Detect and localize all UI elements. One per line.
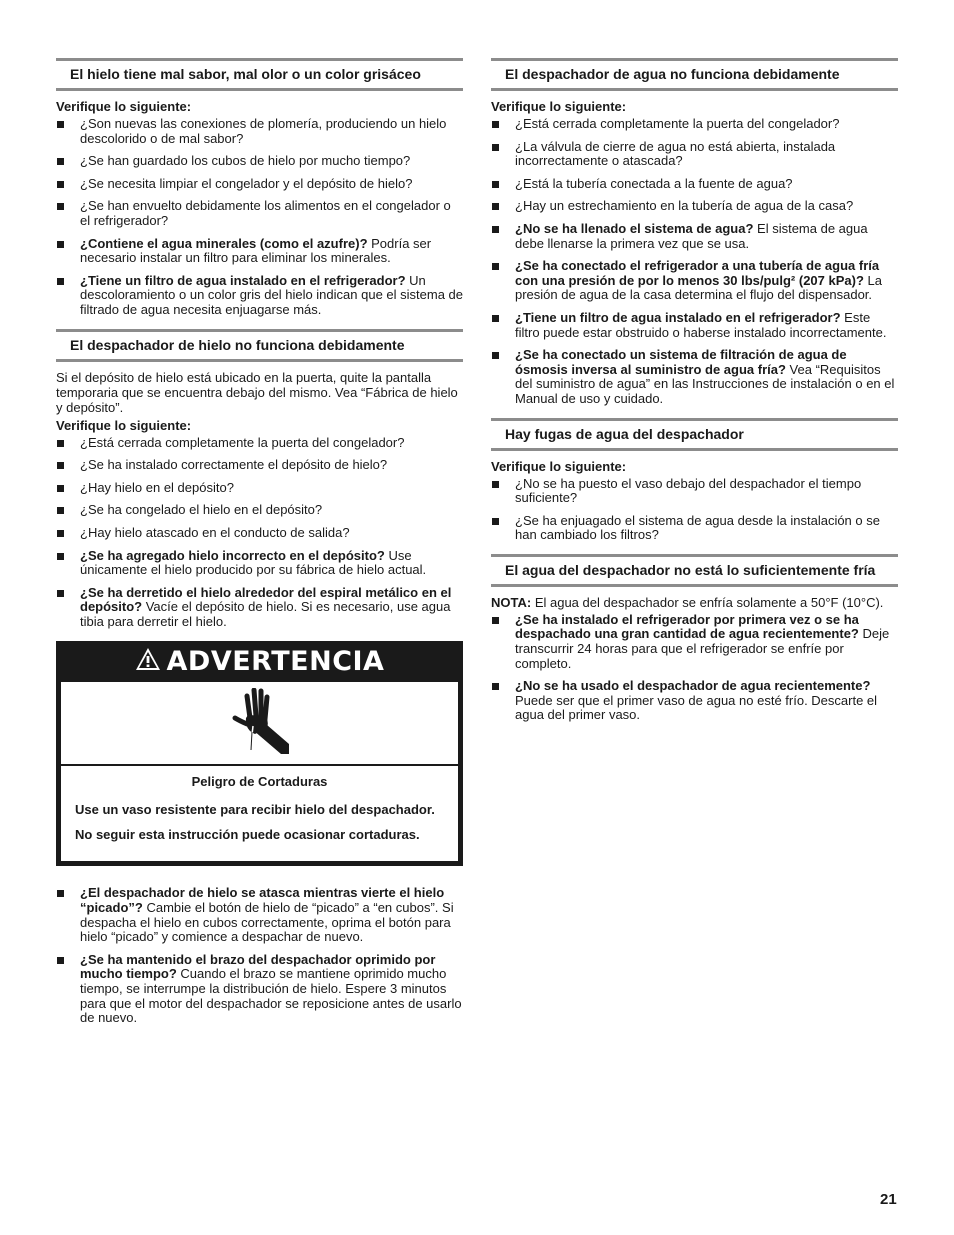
square-bullet-icon bbox=[492, 181, 499, 188]
checklist bbox=[56, 436, 463, 630]
square-bullet-icon bbox=[492, 683, 499, 690]
list-item bbox=[491, 140, 898, 169]
item-question: ¿Se ha derretido el hielo alrededor del espiral metálico en el depósito? bbox=[80, 584, 452, 615]
item-question: ¿Se ha mantenido el brazo del despachador oprimido por mucho tiempo? bbox=[80, 951, 436, 982]
section-title: El despachador de agua no funciona debidamente bbox=[491, 58, 898, 91]
note-text: El agua del despachador se enfría solamente a 50°F (10°C). bbox=[531, 594, 884, 610]
list-item bbox=[56, 458, 463, 473]
item-text: ¿Se ha congelado el hielo en el depósito? bbox=[80, 502, 323, 518]
warning-box bbox=[56, 641, 463, 866]
item-text: Puede ser que el primer vaso de agua no esté frío. Descarte el agua del primer vaso. bbox=[515, 692, 878, 723]
list-item bbox=[491, 679, 898, 723]
item-question: ¿Se ha conectado el refrigerador a una tubería de agua fría con una presión de por lo menos 30 lbs/pulg² (207 kPa)? bbox=[515, 258, 880, 288]
square-bullet-icon bbox=[57, 553, 64, 560]
section-water-dispenser bbox=[491, 58, 898, 407]
square-bullet-icon bbox=[57, 462, 64, 469]
list-item bbox=[491, 222, 898, 251]
section-title: El despachador de hielo no funciona debidamente bbox=[56, 329, 463, 362]
list-item bbox=[56, 237, 463, 266]
checklist bbox=[56, 117, 463, 318]
item-text: Vea “Requisitos del suministro de agua” en las Instrucciones de instalación o en el Manual de uso y cuidado. bbox=[515, 361, 895, 406]
list-item bbox=[56, 503, 463, 518]
item-text: ¿Hay hielo en el depósito? bbox=[80, 479, 234, 495]
item-text: Deje transcurrir 24 horas para que el refrigerador se enfríe por completo. bbox=[515, 626, 890, 671]
square-bullet-icon bbox=[57, 158, 64, 165]
list-item bbox=[56, 886, 463, 944]
right-column bbox=[491, 58, 898, 734]
square-bullet-icon bbox=[57, 485, 64, 492]
list-item bbox=[491, 117, 898, 132]
cut-hand-icon bbox=[61, 682, 458, 766]
square-bullet-icon bbox=[57, 241, 64, 248]
item-text: ¿Se ha enjuagado el sistema de agua desde la instalación o se han cambiado los filtros? bbox=[515, 512, 880, 543]
square-bullet-icon bbox=[57, 957, 64, 964]
checklist bbox=[491, 117, 898, 407]
item-text: ¿No se ha puesto el vaso debajo del despachador el tiempo suficiente? bbox=[515, 475, 862, 506]
list-item bbox=[56, 586, 463, 630]
square-bullet-icon bbox=[57, 203, 64, 210]
list-item bbox=[491, 259, 898, 303]
square-bullet-icon bbox=[57, 507, 64, 514]
square-bullet-icon bbox=[57, 530, 64, 537]
square-bullet-icon bbox=[492, 203, 499, 210]
square-bullet-icon bbox=[57, 121, 64, 128]
list-item bbox=[56, 953, 463, 1026]
list-item bbox=[56, 481, 463, 496]
item-text: ¿Son nuevas las conexiones de plomería, produciendo un hielo descolorido o de mal sabor? bbox=[80, 116, 447, 146]
warning-instruction: Use un vaso resistente para recibir hielo del despachador. bbox=[75, 802, 435, 818]
warning-heading: Peligro de Cortaduras bbox=[191, 774, 328, 790]
square-bullet-icon bbox=[492, 315, 499, 322]
item-text: ¿Está cerrada completamente la puerta del congelador? bbox=[80, 434, 405, 450]
item-text: ¿Se ha instalado correctamente el depósito de hielo? bbox=[80, 457, 388, 473]
section-title: Hay fugas de agua del despachador bbox=[491, 418, 898, 451]
item-question: ¿El despachador de hielo se atasca mientras vierte el hielo “picado”? bbox=[80, 885, 445, 916]
section-title: El hielo tiene mal sabor, mal olor o un color grisáceo bbox=[56, 58, 463, 91]
note-paragraph bbox=[491, 595, 898, 610]
item-text: ¿Hay hielo atascado en el conducto de salida? bbox=[80, 524, 350, 540]
item-text: ¿La válvula de cierre de agua no está abierta, instalada incorrectamente o atascada? bbox=[515, 138, 836, 169]
verify-label: Verifique lo siguiente: bbox=[56, 417, 192, 433]
item-text: Un descoloramiento o un color gris del hielo indican que el sistema de filtrado de agua necesita enjuagarse más. bbox=[80, 272, 463, 317]
list-item bbox=[56, 154, 463, 169]
list-item bbox=[56, 199, 463, 228]
square-bullet-icon bbox=[492, 144, 499, 151]
item-question: ¿Tiene un filtro de agua instalado en el refrigerador? bbox=[515, 309, 841, 325]
square-bullet-icon bbox=[492, 226, 499, 233]
item-question: ¿Se ha agregado hielo incorrecto en el depósito? bbox=[80, 547, 385, 563]
square-bullet-icon bbox=[57, 590, 64, 597]
list-item bbox=[56, 436, 463, 451]
list-item bbox=[56, 274, 463, 318]
square-bullet-icon bbox=[57, 440, 64, 447]
checklist bbox=[491, 613, 898, 723]
verify-label: Verifique lo siguiente: bbox=[491, 99, 627, 114]
list-item bbox=[56, 549, 463, 578]
item-text: Use únicamente el hielo producido por su fábrica de hielo actual. bbox=[80, 547, 427, 578]
item-text: Cambie el botón de hielo de “picado” a “en cubos”. Si despacha el hielo en cubos correctamente, oprima el botón para hielo “picado” y comience a despachar de nuevo. bbox=[80, 900, 454, 945]
item-question: ¿No se ha usado el despachador de agua recientemente? bbox=[515, 678, 871, 694]
section-water-not-cold bbox=[491, 554, 898, 723]
section-title: El agua del despachador no está lo suficientemente fría bbox=[491, 554, 898, 587]
page-number: 21 bbox=[880, 1191, 897, 1208]
square-bullet-icon bbox=[492, 121, 499, 128]
square-bullet-icon bbox=[492, 617, 499, 624]
list-item bbox=[56, 177, 463, 192]
square-bullet-icon bbox=[492, 263, 499, 270]
intro-paragraph: Si el depósito de hielo está ubicado en la puerta, quite la pantalla temporaria que se encuentra debajo del mismo. Vea “Fábrica de hielo y depósito”. bbox=[56, 369, 458, 415]
section-water-leaks bbox=[491, 418, 898, 543]
warning-consequence: No seguir esta instrucción puede ocasionar cortaduras. bbox=[75, 827, 420, 843]
warning-header bbox=[59, 644, 460, 680]
item-text: El sistema de agua debe llenarse la primera vez que se usa. bbox=[515, 220, 868, 251]
warning-body bbox=[59, 680, 460, 863]
verify-label: Verifique lo siguiente: bbox=[56, 99, 192, 114]
list-item bbox=[491, 348, 898, 406]
item-text: Vacíe el depósito de hielo. Si es necesario, use agua tibia para derretir el hielo. bbox=[80, 599, 451, 629]
list-item bbox=[491, 177, 898, 192]
item-text: Podría ser necesario instalar un filtro para eliminar los minerales. bbox=[80, 235, 432, 266]
list-item bbox=[491, 311, 898, 340]
item-text: Este filtro puede estar obstruido o haberse instalado incorrectamente. bbox=[515, 309, 887, 340]
item-question: ¿Se ha conectado un sistema de filtración de agua de ósmosis inversa al suministro de agua fría? bbox=[515, 347, 847, 377]
checklist bbox=[56, 886, 463, 1025]
warning-title: ADVERTENCIA bbox=[166, 646, 385, 678]
square-bullet-icon bbox=[57, 890, 64, 897]
item-text: ¿Se necesita limpiar el congelador y el depósito de hielo? bbox=[80, 175, 413, 191]
item-text: Cuando el brazo se mantiene oprimido mucho tiempo, se interrumpe la distribución de hielo. Espere 3 minutos para que el motor del despachador se reposicione antes de usarlo de nuevo. bbox=[80, 966, 462, 1026]
section-ice-dispenser bbox=[56, 329, 463, 630]
square-bullet-icon bbox=[492, 352, 499, 359]
item-question: ¿Contiene el agua minerales (como el azufre)? bbox=[80, 235, 368, 251]
item-question: ¿Tiene un filtro de agua instalado en el refrigerador? bbox=[80, 272, 406, 288]
list-item bbox=[491, 199, 898, 214]
item-text: ¿Está cerrada completamente la puerta del congelador? bbox=[515, 116, 840, 131]
list-item bbox=[56, 526, 463, 541]
warning-triangle-icon bbox=[135, 645, 161, 681]
warning-text bbox=[61, 766, 458, 861]
section-ice-taste bbox=[56, 58, 463, 318]
note-label: NOTA: bbox=[491, 594, 532, 610]
item-text: ¿Hay un estrechamiento en la tubería de agua de la casa? bbox=[515, 198, 854, 214]
square-bullet-icon bbox=[492, 481, 499, 488]
square-bullet-icon bbox=[57, 181, 64, 188]
item-text: La presión de agua de la casa determina el flujo del dispensador. bbox=[515, 272, 882, 303]
list-item bbox=[491, 613, 898, 671]
square-bullet-icon bbox=[57, 278, 64, 285]
item-text: ¿Se han envuelto debidamente los alimentos en el congelador o el refrigerador? bbox=[80, 198, 451, 228]
checklist bbox=[491, 477, 898, 543]
list-item bbox=[491, 477, 898, 506]
item-text: ¿Se han guardado los cubos de hielo por mucho tiempo? bbox=[80, 153, 411, 169]
list-item bbox=[491, 514, 898, 543]
square-bullet-icon bbox=[492, 518, 499, 525]
item-text: ¿Está la tubería conectada a la fuente de agua? bbox=[515, 175, 793, 191]
item-question: ¿Se ha instalado el refrigerador por primera vez o se ha despachado una gran cantidad de agua recientemente? bbox=[515, 611, 859, 642]
verify-label: Verifique lo siguiente: bbox=[491, 458, 627, 474]
left-column bbox=[56, 58, 463, 1034]
item-question: ¿No se ha llenado el sistema de agua? bbox=[515, 220, 754, 236]
list-item bbox=[56, 117, 463, 146]
